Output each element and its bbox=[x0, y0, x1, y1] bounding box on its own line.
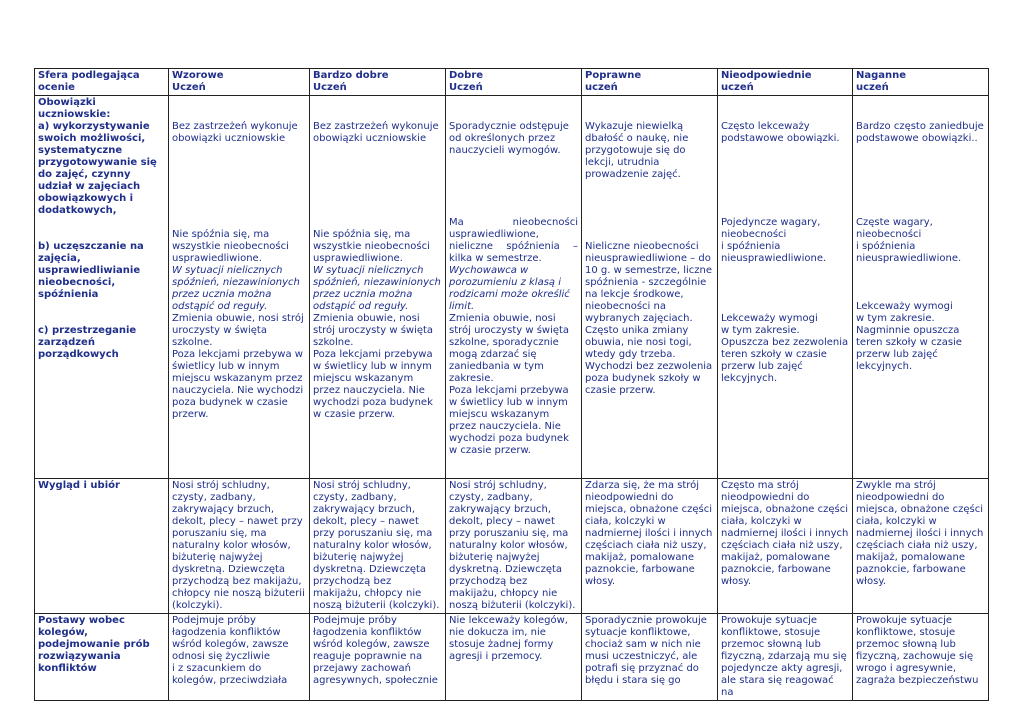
sphere-obowiazki: Obowiązki uczniowskie: a) wykorzystywanie swoich możliwości, systematyczne przygotowywanie się do zajęć, czynny udział w zajęciach obowiązkowych i dodatkowych, b) uczęszczanie na zajęcia, usprawiedliwianie nieobecności, spóźnienia c) przestrzeganie zarządzeń porządkowych bbox=[35, 96, 169, 479]
cell-postawy-dobre: Nie lekceważy kolegów, nie dokucza im, nie stosuje żadnej formy agresji i przemocy. bbox=[446, 614, 582, 701]
header-nieodpowiednie: Nieodpowiednie uczeń bbox=[718, 69, 853, 96]
header-bardzo-dobre: Bardzo dobre Uczeń bbox=[310, 69, 446, 96]
cell-wyglad-poprawne: Zdarza się, że ma strój nieodpowiedni do miejsca, obnażone części ciała, kolczyki w nadmiernej ilości i innych częściach ciała niż uszy, makijaż, pomalowane paznokcie, farbowane włosy. bbox=[582, 479, 718, 614]
cell-wyglad-wzorowe: Nosi strój schludny, czysty, zadbany, zakrywający brzuch, dekolt, plecy – nawet przy poruszaniu się, ma naturalny kolor włosów, biżuterię najwyżej dyskretną. Dziewczęta przychodzą bez makijażu, chłopcy nie noszą biżuterii (kolczyki). bbox=[169, 479, 310, 614]
cell-obowiazki-bardzo-dobre: Bez zastrzeżeń wykonuje obowiązki uczniowskie Nie spóźnia się, ma wszystkie nieobecności usprawiedliwione. W sytuacji nielicznych spóźnień, niezawinionych przez ucznia można odstąpić od reguły. Zmienia obuwie, nosi strój uroczysty w święta szkolne. Poza lekcjami przebywa w świetlicy lub w innym miejscu wskazanym przez nauczyciela. Nie wychodzi poza budynek w czasie przerw. bbox=[310, 96, 446, 479]
header-sphere: Sfera podlegająca ocenie bbox=[35, 69, 169, 96]
cell-obowiazki-poprawne: Wykazuje niewielką dbałość o naukę, nie przygotowuje się do lekcji, utrudnia prowadzenie zajęć. Nieliczne nieobecności nieusprawiedliwione – do 10 g. w semestrze, liczne spóźnienia - szczególnie na lekcje środkowe, nieobecności na wybranych zajęciach. Często unika zmiany obuwia, nie nosi togi, wtedy gdy trzeba. Wychodzi bez zezwolenia poza budynek szkoły w czasie przerw. bbox=[582, 96, 718, 479]
cell-wyglad-bardzo-dobre: Nosi strój schludny, czysty, zadbany, zakrywający brzuch, dekolt, plecy – nawet przy poruszaniu się, ma naturalny kolor włosów, biżuterię najwyżej dyskretną. Dziewczęta przychodzą bez makijażu, chłopcy nie noszą biżuterii (kolczyki). bbox=[310, 479, 446, 614]
row-wyglad bbox=[35, 479, 989, 614]
header-naganne: Naganne uczeń bbox=[853, 69, 989, 96]
cell-postawy-poprawne: Sporadycznie prowokuje sytuacje konfliktowe, chociaż sam w nich nie musi uczestniczyć, ale potrafi się przyznać do błędu i stara się go bbox=[582, 614, 718, 701]
sphere-postawy: Postawy wobec kolegów, podejmowanie prób rozwiązywania konfliktów bbox=[35, 614, 169, 701]
cell-postawy-naganne: Prowokuje sytuacje konfliktowe, stosuje przemoc słowną lub fizyczną, zachowuje się wrogo i agresywnie, zagraża bezpieczeństwu bbox=[853, 614, 989, 701]
behavior-grading-table bbox=[34, 68, 989, 701]
cell-wyglad-nieodpowiednie: Często ma strój nieodpowiedni do miejsca, obnażone części ciała, kolczyki w nadmiernej ilości i innych częściach ciała niż uszy, makijaż, pomalowane paznokcie, farbowane włosy. bbox=[718, 479, 853, 614]
cell-obowiazki-nieodpowiednie: Często lekceważy podstawowe obowiązki. Pojedyncze wagary, nieobecności i spóźnienia nieusprawiedliwione. Lekceważy wymogi w tym zakresie. Opuszcza bez zezwolenia teren szkoły w czasie przerw lub zajęć lekcyjnych. bbox=[718, 96, 853, 479]
header-dobre: Dobre Uczeń bbox=[446, 69, 582, 96]
sphere-wyglad: Wygląd i ubiór bbox=[35, 479, 169, 614]
cell-obowiazki-wzorowe: Bez zastrzeżeń wykonuje obowiązki uczniowskie Nie spóźnia się, ma wszystkie nieobecności usprawiedliwione. W sytuacji nielicznych spóźnień, niezawinionych przez ucznia można odstąpić od reguły. Zmienia obuwie, nosi strój uroczysty w święta szkolne. Poza lekcjami przebywa w świetlicy lub w innym miejscu wskazanym przez nauczyciela. Nie wychodzi poza budynek w czasie przerw. bbox=[169, 96, 310, 479]
cell-obowiazki-naganne: Bardzo często zaniedbuje podstawowe obowiązki.. Częste wagary, nieobecności i spóźnienia nieusprawiedliwione. Lekceważy wymogi w tym zakresie. Nagminnie opuszcza teren szkoły w czasie przerw lub zajęć lekcyjnych. bbox=[853, 96, 989, 479]
header-poprawne: Poprawne uczeń bbox=[582, 69, 718, 96]
cell-obowiazki-dobre: Sporadycznie odstępuje od określonych przez nauczycieli wymogów. Ma nieobecności usprawiedliwione, nieliczne spóźnienia – kilka w semestrze. Wychowawca w porozumieniu z klasą i rodzicami może określić limit. Zmienia obuwie, nosi strój uroczysty w święta szkolne, sporadycznie mogą zdarzać się zaniedbania w tym zakresie. Poza lekcjami przebywa w świetlicy lub w innym miejscu wskazanym przez nauczyciela. Nie wychodzi poza budynek w czasie przerw. bbox=[446, 96, 582, 479]
header-row bbox=[35, 69, 989, 96]
cell-postawy-wzorowe: Podejmuje próby łagodzenia konfliktów wśród kolegów, zawsze odnosi się życzliwie i z szacunkiem do kolegów, przeciwdziała bbox=[169, 614, 310, 701]
cell-wyglad-dobre: Nosi strój schludny, czysty, zadbany, zakrywający brzuch, dekolt, plecy – nawet przy poruszaniu się, ma naturalny kolor włosów, biżuterię najwyżej dyskretną. Dziewczęta przychodzą bez makijażu, chłopcy nie noszą biżuterii (kolczyki). bbox=[446, 479, 582, 614]
row-postawy bbox=[35, 614, 989, 701]
row-obowiazki bbox=[35, 96, 989, 479]
cell-postawy-nieodpowiednie: Prowokuje sytuacje konfliktowe, stosuje przemoc słowną lub fizyczną, zdarzają mu się pojedyncze akty agresji, ale stara się reagować na bbox=[718, 614, 853, 701]
header-wzorowe: Wzorowe Uczeń bbox=[169, 69, 310, 96]
cell-postawy-bardzo-dobre: Podejmuje próby łagodzenia konfliktów wśród kolegów, zawsze reaguje poprawnie na przejawy zachowań agresywnych, społecznie bbox=[310, 614, 446, 701]
cell-wyglad-naganne: Zwykle ma strój nieodpowiedni do miejsca, obnażone części ciała, kolczyki w nadmiernej ilości i innych częściach ciała niż uszy, makijaż, pomalowane paznokcie, farbowane włosy. bbox=[853, 479, 989, 614]
